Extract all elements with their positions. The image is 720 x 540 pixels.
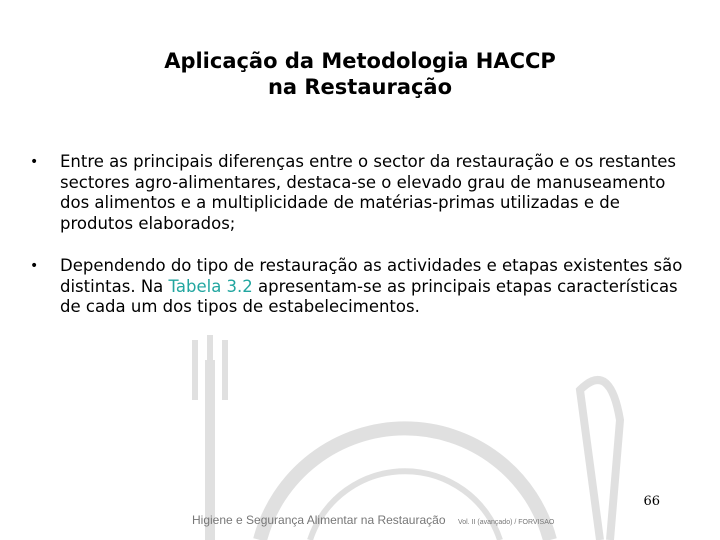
bullet-icon: • xyxy=(30,154,39,170)
page-number: 66 xyxy=(643,494,660,509)
bullet-icon: • xyxy=(30,258,39,274)
title-line-2: na Restauração xyxy=(267,75,453,99)
footer xyxy=(192,511,554,529)
bullet-item-differences xyxy=(30,152,690,234)
bullet-item-activities xyxy=(30,256,690,318)
footer-volume: Vol. II (avançado) / FORVISAO xyxy=(457,519,555,526)
bullet-text-before: Dependendo do tipo de restauração as actividades e etapas existentes são distintas. Na xyxy=(60,256,683,296)
slide-title xyxy=(60,48,660,100)
bullet-list xyxy=(30,152,690,340)
table-link[interactable]: Tabela 3.2 xyxy=(168,276,253,296)
footer-title: Higiene e Segurança Alimentar na Restauração xyxy=(192,513,446,527)
bullet-text: Entre as principais diferenças entre o sector da restauração e os restantes sectores agro-alimentares, destaca-se o elevado grau de manuseamento dos alimentos e a multiplicidade de matérias-primas utilizadas e de produtos elaborados; xyxy=(60,152,677,233)
title-line-1: Aplicação da Metodologia HACCP xyxy=(164,49,556,73)
bullet-text-after: apresentam-se as principais etapas características de cada um dos tipos de estabelecimentos. xyxy=(60,276,678,316)
